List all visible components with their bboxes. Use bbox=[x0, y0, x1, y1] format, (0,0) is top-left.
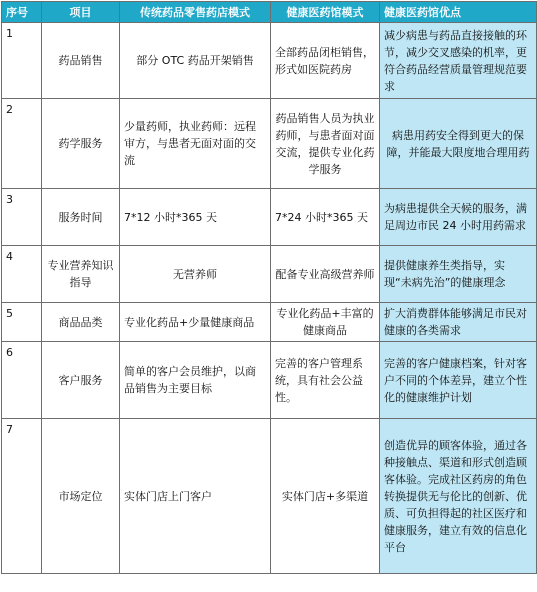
table-row bbox=[2, 246, 537, 303]
row-traditional: 实体门店上门客户 bbox=[120, 419, 271, 574]
row-num: 5 bbox=[2, 303, 42, 342]
row-traditional: 少量药师，执业药师：远程审方，与患者无面对面的交流 bbox=[120, 99, 271, 189]
row-traditional: 7*12 小时*365 天 bbox=[120, 189, 271, 246]
row-health: 完善的客户管理系统，具有社会公益性。 bbox=[271, 342, 380, 419]
row-num: 6 bbox=[2, 342, 42, 419]
header-advantage: 健康医药馆优点 bbox=[380, 2, 537, 23]
row-health: 配备专业高级营养师 bbox=[271, 246, 380, 303]
row-traditional: 部分 OTC 药品开架销售 bbox=[120, 23, 271, 99]
row-health: 实体门店+多渠道 bbox=[271, 419, 380, 574]
row-item: 药品销售 bbox=[42, 23, 120, 99]
table-row bbox=[2, 303, 537, 342]
row-traditional: 简单的客户会员维护，以商品销售为主要目标 bbox=[120, 342, 271, 419]
row-item: 市场定位 bbox=[42, 419, 120, 574]
header-item: 项目 bbox=[42, 2, 120, 23]
row-advantage: 扩大消费群体能够满足市民对健康的各类需求 bbox=[380, 303, 537, 342]
table-row bbox=[2, 342, 537, 419]
row-num: 1 bbox=[2, 23, 42, 99]
row-traditional: 无营养师 bbox=[120, 246, 271, 303]
row-traditional: 专业化药品+少量健康商品 bbox=[120, 303, 271, 342]
header-traditional: 传统药品零售药店模式 bbox=[120, 2, 271, 23]
row-advantage: 提供健康养生类指导，实现“未病先治”的健康理念 bbox=[380, 246, 537, 303]
row-item: 商品品类 bbox=[42, 303, 120, 342]
row-num: 3 bbox=[2, 189, 42, 246]
header-health: 健康医药馆模式 bbox=[271, 2, 380, 23]
header-row bbox=[2, 2, 537, 23]
row-advantage: 完善的客户健康档案，针对客户不同的个体差异，建立个性化的健康维护计划 bbox=[380, 342, 537, 419]
row-item: 客户服务 bbox=[42, 342, 120, 419]
row-health: 全部药品闭柜销售，形式如医院药房 bbox=[271, 23, 380, 99]
row-health: 7*24 小时*365 天 bbox=[271, 189, 380, 246]
header-num: 序号 bbox=[2, 2, 42, 23]
row-advantage: 病患用药安全得到更大的保障，并能最大限度地合理用药 bbox=[380, 99, 537, 189]
row-item: 服务时间 bbox=[42, 189, 120, 246]
row-num: 2 bbox=[2, 99, 42, 189]
row-health: 专业化药品+丰富的健康商品 bbox=[271, 303, 380, 342]
row-advantage: 创造优异的顾客体验，通过各种接触点、渠道和形式创造顾客体验。完成社区药房的角色转换提供无与伦比的创新、优质、可负担得起的社区医疗和健康服务，建立有效的信息化平台 bbox=[380, 419, 537, 574]
row-num: 7 bbox=[2, 419, 42, 574]
row-item: 药学服务 bbox=[42, 99, 120, 189]
table-row bbox=[2, 23, 537, 99]
row-advantage: 为病患提供全天候的服务，满足周边市民 24 小时用药需求 bbox=[380, 189, 537, 246]
table-row bbox=[2, 419, 537, 574]
row-num: 4 bbox=[2, 246, 42, 303]
comparison-table bbox=[1, 1, 537, 574]
row-item: 专业营养知识指导 bbox=[42, 246, 120, 303]
row-advantage: 减少病患与药品直接接触的环节，减少交叉感染的机率，更符合药品经营质量管理规范要求 bbox=[380, 23, 537, 99]
table-row bbox=[2, 189, 537, 246]
row-health: 药品销售人员为执业药师，与患者面对面交流，提供专业化药学服务 bbox=[271, 99, 380, 189]
table-row bbox=[2, 99, 537, 189]
